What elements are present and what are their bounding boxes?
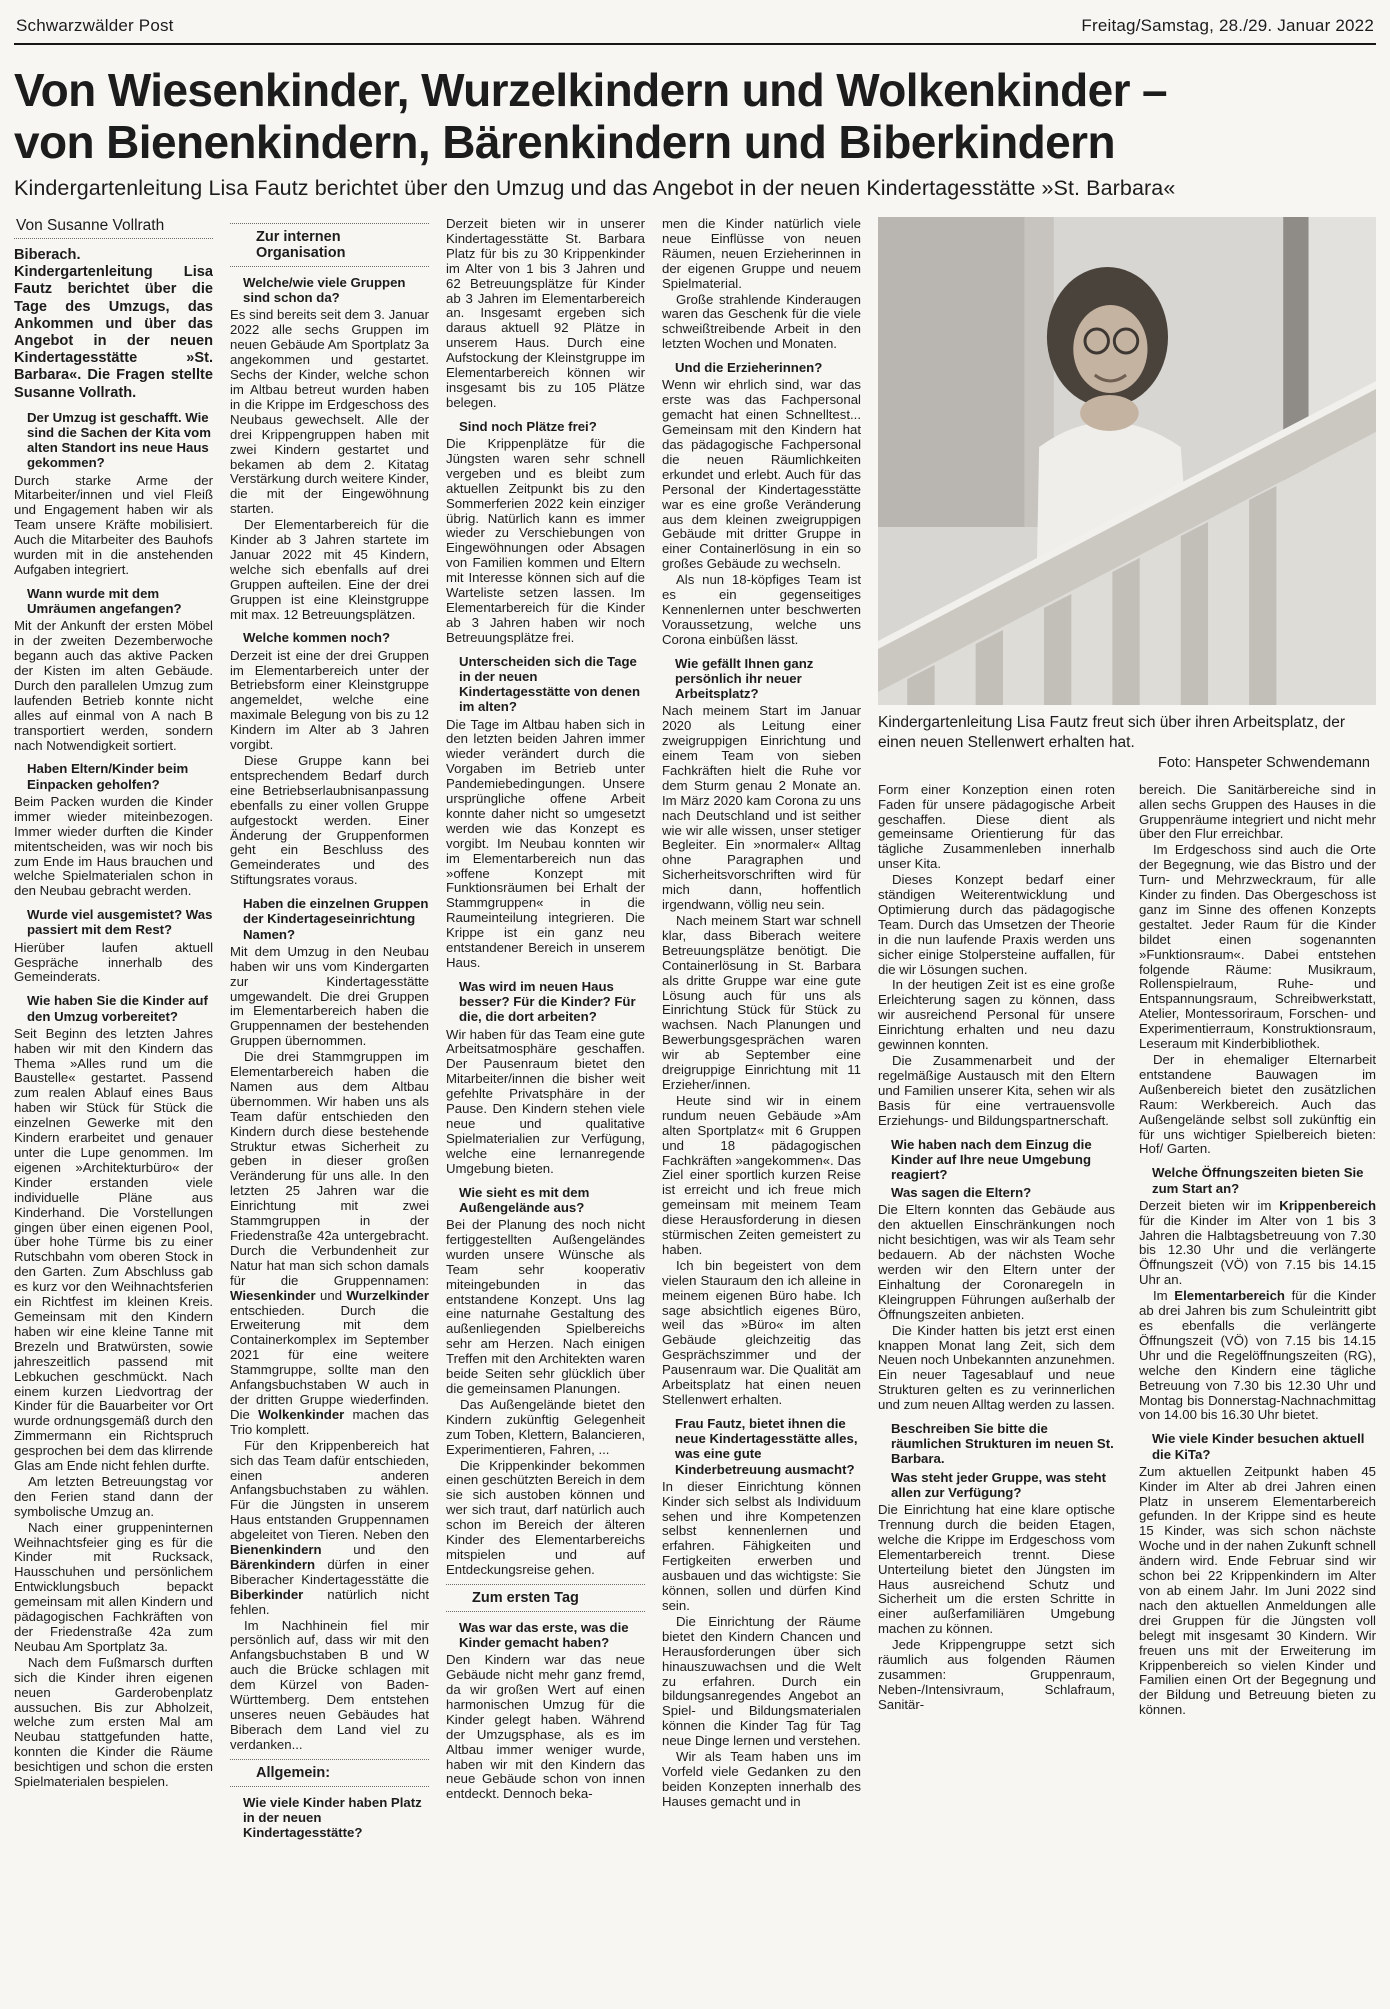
article-paragraph: Die Zusammenarbeit und der regelmäßige Austausch mit den Eltern und Familien unserer Kita, sehen wir als Basis für eine vertrauensvolle Erziehungs- und Bildungspartnerschaft. [878, 1053, 1115, 1128]
interview-question: Wie haben Sie die Kinder auf den Umzug vorbereitet? [27, 993, 208, 1024]
interview-question: Unterscheiden sich die Tage in der neuen Kindertagesstätte von denen im alten? [459, 653, 640, 715]
article-paragraph: Derzeit bieten wir im Krippenbereich für die Kinder im Alter von 1 bis 3 Jahren die Halbtagsbetreuung von 7.30 bis 12.30 Uhr und die verlängerte Öffnungszeit (VÖ) von 7.15 bis 14.15 Uhr an. [1139, 1197, 1376, 1288]
article-paragraph: Der in ehemaliger Elternarbeit entstandene Bauwagen im Außenbereich bietet den zusätzlichen Raum: Werkbereich. Auch das Außengelände selbst soll zukünftig ein für uns wichtiger Spielbereich bieten: Hof/ Garten. [1139, 1052, 1376, 1157]
interview-question: Welche kommen noch? [243, 630, 391, 646]
article-paragraph: Als nun 18-köpfiges Team ist es ein gegenseitiges Kennenlernen unter beschwerten Voraussetzung, welche uns Corona einbüßen lässt. [662, 572, 861, 647]
interview-question: Was sagen die Eltern? [891, 1185, 1032, 1201]
interview-question: Was war das erste, was die Kinder gemacht haben? [459, 1619, 629, 1650]
lower-right-columns [878, 783, 1376, 2009]
article-paragraph: Die drei Stammgruppen im Elementarbereich haben die Namen aus dem Altbau übernommen. Wir haben uns als Team dafür entschieden den Kindern durch diese bestehende Struktur etwas Sicherheit zu geben in dieser großen Veränderung für uns alle. In den letzten 25 Jahren war die Einrichtung mit zwei Stammgruppen in der Friedenstraße 42a untergebracht. Durch die Verbundenheit zur Natur hat man sich schon damals für die Gruppennamen: Wiesenkinder und Wurzelkinder entschieden. Durch die Erweiterung mit dem Containerkomplex im September 2021 für eine weitere Stammgruppe, sollte man den Anfangsbuchstaben W auch in der dritten Gruppe wiederfinden. Die Wolkenkinder machen das Trio komplett. [230, 1049, 429, 1437]
article-paragraph: Die Einrichtung der Räume bietet den Kindern Chancen und Herausforderungen über sich hinauszuwachsen und die Welt zu erfahren. Durch ein bildungsanregendes Angebot an Spiel- und Bildungsmaterialen können die Kinder Tag für Tag neue Dinge lernen und verstehen. [662, 1613, 861, 1749]
interview-question: Frau Fautz, bietet ihnen die neue Kindertagesstätte alles, was eine gute Kinderbetreuung ausmacht? [675, 1415, 858, 1477]
article-paragraph: Nach einer gruppeninternen Weihnachtsfeier ging es für die Kinder mit Rucksack, Hausschuhen und persönlichem Entwicklungsbuch bepackt gemeinsam mit allen Kindern und pädagogischen Fachkräften von der Friedenstraße 42a zum Neubau Am Sportplatz 3a. [14, 1519, 213, 1654]
issue-date: Freitag/Samstag, 28./29. Januar 2022 [1081, 16, 1374, 35]
article-paragraph: Es sind bereits seit dem 3. Januar 2022 alle sechs Gruppen im neuen Gebäude Am Sportplatz 3a angekommen und gestartet. Sechs der Kinder, welche schon im Altbau betreut wurden haben in die Krippe im Erdgeschoss des Neubaus gewechselt. Alle der drei Krippengruppen haben mit zwei Kindern gestartet und bekamen ab dem 2. Kitatag Verstärkung durch weitere Kinder, die mit der Eingewöhnung starten. [230, 307, 429, 517]
interview-question: Beschreiben Sie bitte die räumlichen Strukturen im neuen St. Barbara. [891, 1421, 1114, 1467]
article-paragraph: Die Tage im Altbau haben sich in den letzten beiden Jahren immer wieder verändert durch die Vorgaben im Betrieb unter Pandemiebedingungen. Unsere ursprüngliche offene Arbeit konnte daher nicht so umgesetzt werden wie das Konzept es vorgibt. Im Neubau konnten wir im Elementarbereich nun das »offene Konzept mit Funktionsräumen bei Erhalt der Stammgruppen« in die Raumeinteilung integrieren. Die Krippe ist ein ganz neu entstandener Bereich in unserem Haus. [446, 716, 645, 971]
interview-question: Wie viele Kinder haben Platz in der neuen Kindertagesstätte? [243, 1794, 422, 1841]
article-paragraph: Die Krippenkinder bekommen einen geschützten Bereich in dem sie sich austoben können und wer sich traut, darf natürlich auch schon im Bereich der älteren Kinder des Elementarbereichs mitspielen und auf Entdeckungsreise gehen. [446, 1457, 645, 1577]
article-paragraph: Derzeit bieten wir in unserer Kindertagesstätte St. Barbara Platz für bis zu 30 Krippenkinder im Alter von 1 bis 3 Jahren und 62 Betreuungsplätze für Kinder ab 3 Jahren im Elementarbereich an. Insgesamt ergeben sich daraus aktuell 92 Plätze in unserem Haus. Durch eine Aufstockung der Kleinstgruppe im Elementarbereich können wir insgesamt bis zu 105 Plätze belegen. [446, 217, 645, 410]
article-paragraph: men die Kinder natürlich viele neue Einflüsse von neuen Räumen, neuen Erzieherinnen in der eigenen Gruppe und neuem Spielmaterial. [662, 217, 861, 291]
photo-caption: Kindergartenleitung Lisa Fautz freut sich über ihren Arbeitsplatz, der einen neuen Stellenwert erhalten hat. [878, 714, 1345, 751]
interview-question: Was steht jeder Gruppe, was steht allen zur Verfügung? [891, 1469, 1106, 1500]
article-paragraph: Für den Krippenbereich hat sich das Team dafür entschieden, einen anderen Anfangsbuchstaben zu wählen. Für die Jüngsten in unserem Haus entstanden Gruppennamen abgeleitet von Tieren. Neben den Bienenkindern und den Bärenkindern dürfen in einer Biberacher Kindertagesstätte die Biberkinder natürlich nicht fehlen. [230, 1437, 429, 1617]
article-paragraph: Seit Beginn des letzten Jahres haben wir mit den Kindern das Thema »Alles rund um die Baustelle« gestartet. Passend zum realen Ablauf eines Baus haben wir Stück für Stück die einzelnen Gewerke mit den Kindern erarbeitet und genauer unter die Lupe genommen. Im eigenen »Architekturbüro« der Kinder erstanden viele individuelle Pläne aus Kinderhand. Die Vorstellungen gingen über einen eigenen Pool, über hohe Türme bis zu einer Rutschbahn vom oberen Stock in den Garten. Zum Abschluss gab es kurz vor den Weihnachtsferien ein Richtfest im kleinen Kreis. Gemeinsam mit den Kindern haben wir eine kleine Tanne mit Brezeln und Bratwürsten, sowie jahreszeitlich passend mit Lebkuchen geschmückt. Nach einem kurzen Liedvortrag der Kinder für die Bauarbeiter vor Ort wurde ordnungsgemäß durch den Zimmermann ein Richtspruch gesprochen bei dem das klirrende Glas am Ende nicht fehlen durfte. [14, 1025, 213, 1474]
section-header: Zur internen Organisation [230, 223, 429, 267]
article-paragraph: In dieser Einrichtung können Kinder sich selbst als Individuum sehen und ihre Kompetenzen selbst kennenlernen und erfahren. Fähigkeiten und Fertigkeiten erwerben und ausbauen und das wichtigste: Sie können, sollen und dürfen Kind sein. [662, 1478, 861, 1613]
interview-question: Wie viele Kinder besuchen aktuell die KiTa? [1152, 1431, 1365, 1462]
interview-question: Wie haben nach dem Einzug die Kinder auf Ihre neue Umgebung reagiert? [891, 1136, 1092, 1182]
article-column-3 [446, 217, 645, 2009]
section-header: Allgemein: [230, 1759, 429, 1787]
interview-question: Welche/wie viele Gruppen sind schon da? [243, 275, 406, 306]
article-paragraph: Nach meinem Start im Januar 2020 als Leitung einer zweigruppigen Einrichtung und einem Team von sieben Fachkräften hielt die Ruhe vor dem Sturm genau 2 Monate an. Im März 2020 kam Corona zu uns nach Deutschland und ist seither wie wir alle wissen, unser stetiger Begleiter. Ein »normaler« Alltag ohne Paragraphen und Sicherheitsvorschriften wird für mich dann, hoffentlich irgendwann, völlig neu sein. [662, 703, 861, 913]
article-paragraph: Diese Gruppe kann bei entsprechendem Bedarf durch eine Betriebserlaubnisanpassung ebenfalls zu einer vollen Gruppe aufgestockt werden. Einer Änderung der Gruppenformen geht ein Beschluss des Gemeinderates und des Stiftungsrates voraus. [230, 753, 429, 888]
photo-credit: Foto: Hanspeter Schwendemann [1158, 754, 1370, 771]
article-paragraph: Die Krippenplätze für die Jüngsten waren sehr schnell vergeben und es bleibt zum aktuellen Zeitpunkt bis zu den Sommerferien 2022 kein einziger übrig. Natürlich kann es immer wieder zu Verschiebungen von Eingewöhnungen oder Absagen von Familien kommen und Eltern mit Interesse können sich auf die Warteliste setzen lassen. Im Elementarbereich für die Kinder ab 3 Jahren haben wir noch Betreuungsplätze frei. [446, 436, 645, 645]
article-column-1 [14, 217, 213, 2009]
article-paragraph: Große strahlende Kinderaugen waren das Geschenk für die viele schweißtreibende Arbeit in den letzten Wochen und Monaten. [662, 291, 861, 352]
article-photo [878, 217, 1376, 705]
interview-question: Wie gefällt Ihnen ganz persönlich ihr neuer Arbeitsplatz? [675, 655, 814, 702]
header-rule [14, 43, 1376, 45]
article-paragraph: Hierüber laufen aktuell Gespräche innerhalb des Gemeinderats. [14, 939, 213, 985]
article-paragraph: Wir haben für das Team eine gute Arbeitsatmosphäre geschaffen. Der Pausenraum bietet den Mitarbeiter/innen die bisher weit gefehlte Privatsphäre in der Pause. Den Kindern stehen viele neue und qualitative Spielmaterialien zur Verfügung, welche eine lernanregende Umgebung bieten. [446, 1026, 645, 1176]
interview-question: Welche Öffnungszeiten bieten Sie zum Start an? [1152, 1165, 1364, 1196]
interview-question: Was wird im neuen Haus besser? Für die Kinder? Für die, die dort arbeiten? [459, 978, 636, 1025]
article-paragraph: Das Außengelände bietet den Kindern zukünftig Gelegenheit zum Toben, Klettern, Balancieren, Experimentieren, Fahren, ... [446, 1396, 645, 1457]
article-body [14, 217, 1376, 2009]
article-paragraph: Die Kinder hatten bis jetzt erst einen knappen Monat lang Zeit, sich dem Neuen noch Unbekannten anzunehmen. Ein neuer Tagesablauf und neue Strukturen gelten es zu verinnerlichen und zum neuen Alltag werden zu lassen. [878, 1322, 1115, 1413]
article-paragraph: Nach meinem Start war schnell klar, dass Biberach weitere Betreuungsplätze benötigt. Die Containerlösung in St. Barbara als dritte Gruppe war eine gute Lösung auch für uns als Einrichtung Stück für Stück zu wachsen. Nach Planungen und Bewerbungsgesprächen waren wir ab September eine dreigruppige Einrichtung mit 11 Erzieher/innen. [662, 913, 861, 1092]
interview-question: Der Umzug ist geschafft. Wie sind die Sachen der Kita vom alten Standort ins neue Haus gekommen? [27, 409, 211, 471]
interview-question: Wie sieht es mit dem Außengelände aus? [459, 1184, 590, 1215]
interview-question: Wurde viel ausgemistet? Was passiert mit dem Rest? [27, 907, 213, 938]
article-paragraph: Wir als Team haben uns im Vorfeld viele Gedanken zu den beiden Konzepten innerhalb des Hauses gemacht und in [662, 1749, 861, 1809]
article-column-4 [662, 217, 861, 2009]
photo-and-columns-block [878, 217, 1376, 2009]
article-paragraph: Ich bin begeistert von dem vielen Stauraum den ich alleine in meinem eigenen Büro habe. Ich sage absichtlich eigenes Büro, weil das »Büro« im alten Gebäude gleichzeitig das Gesprächszimmer und der Pausenraum war. Die Qualität am Arbeitsplatz hat einen neuen Stellenwert erhalten. [662, 1257, 861, 1407]
interview-question: Und die Erzieherinnen? [675, 360, 823, 376]
interview-question: Sind noch Plätze frei? [459, 418, 597, 434]
masthead: Schwarzwälder Post [16, 16, 174, 35]
article-paragraph: Durch starke Arme der Mitarbeiter/innen und viel Fleiß und Engagement haben wir als Team unsere Kräfte mobilisiert. Auch die Mitarbeiter des Bauhofs wurden mit in die anstehenden Aufgaben integriert. [14, 472, 213, 578]
headline-line-2: von Bienenkindern, Bärenkindern und Biberkindern [14, 115, 1115, 168]
article-column-2 [230, 217, 429, 2009]
article-paragraph: Den Kindern war das neue Gebäude nicht mehr ganz fremd, da wir großen Wert auf einen harmonischen Umzug für die Kinder gelegt haben. Während der Umzugsphase, als es im Altbau immer weniger wurde, haben wir mit den Kindern das neue Gebäude schon von innen entdeckt. Dennoch beka- [446, 1652, 645, 1802]
article-paragraph: Der Elementarbereich für die Kinder ab 3 Jahren startete im Januar 2022 mit 45 Kindern, welche sich ebenfalls auf drei Gruppen aufteilen. Eine der drei Gruppen ist eine Kleinstgruppe mit max. 12 Betreuungsplätzen. [230, 517, 429, 622]
article-paragraph: Zum aktuellen Zeitpunkt haben 45 Kinder im Alter ab drei Jahren einen Platz in unserem Elementarbereich gefunden. In der Krippe sind es heute 15 Kinder, was sich schon nächste Woche und in der nahen Zukunft schnell ändern wird. Ende Februar sind wir schon bei 22 Krippenkindern im Alter von ab einem Jahr. Im Juni 2022 sind nach den aktuellen Anmeldungen alle drei Gruppen für die Jüngsten voll belegt mit insgesamt 30 Kindern. Wir freuen uns mit der Erweiterung im Krippenbereich so vielen Kinder und Familien einen Ort der Begegnung und der Bildung und Betreuung bieten zu können. [1139, 1463, 1376, 1718]
article-photo-graphic [878, 217, 1376, 705]
article-column-6 [1139, 783, 1376, 2009]
article-paragraph: Nach dem Fußmarsch durften sich die Kinder ihren eigenen neuen Garderobenplatz aussuchen. Bis zur Abholzeit, welche zum ersten Mal am Neubau stattgefunden hatte, konnten die Kinder die Räume besichtigen und schon die ersten Spielmaterialen bespielen. [14, 1654, 213, 1790]
article-paragraph: Heute sind wir in einem rundum neuen Gebäude »Am alten Sportplatz« mit 6 Gruppen und 18 pädagogischen Fachkräften »angekommen«. Das Ziel einer sportlich kurzen Reise ist erreicht und ich freue mich gemeinsam mit meinem Team diese Herausforderung in diesen stürmischen Zeiten gemeistert zu haben. [662, 1092, 861, 1257]
article-paragraph: Jede Krippengruppe setzt sich räumlich aus folgenden Räumen zusammen: Gruppenraum, Neben-/Intensivraum, Schlafraum, Sanitär- [878, 1637, 1115, 1712]
article-paragraph: Form einer Konzeption einen roten Faden für unsere pädagogische Arbeit geschaffen. Diese dient als gemeinsame Orientierung für das tägliche Zusammenleben innerhalb unser Kita. [878, 782, 1115, 872]
article-paragraph: Im Nachhinein fiel mir persönlich auf, dass wir mit den Anfangsbuchstaben B und W auch die Brücke schlagen mit dem Kürzel von Baden-Württemberg. Dem entstehen unseres neuen Gebäudes hat Biberach dem Land viel zu verdanken... [230, 1617, 429, 1752]
interview-question: Haben die einzelnen Gruppen der Kindertageseinrichtung Namen? [243, 896, 429, 942]
byline: Von Susanne Vollrath [14, 219, 213, 239]
headline-line-1: Von Wiesenkinder, Wurzelkindern und Wolkenkinder – [14, 64, 1168, 116]
article-paragraph: bereich. Die Sanitärbereiche sind in allen sechs Gruppen des Hauses in die Gruppenräume integriert und nicht mehr über den Flur erreichbar. [1139, 782, 1376, 842]
article-paragraph: Bei der Planung des noch nicht fertiggestellten Außengeländes wurden unsere Wünsche als Team sehr kooperativ miteingebunden in das entstandene Konzept. Uns lag eine naturnahe Gestaltung des außenliegenden Spielbereichs sehr am Herzen. Nach einigen Treffen mit den Architekten waren beide Seiten sehr glücklich über die gemeinsamen Planungen. [446, 1217, 645, 1396]
article-paragraph: Die Einrichtung hat eine klare optische Trennung durch die beiden Etagen, welche die Krippe im Erdgeschoss vom Elementarbereich trennt. Diese Unterteilung bietet den Jüngsten im Haus ausreichend Schutz und Sicherheit um die ersten Schritte in einer außerfamiliären Umgebung machen zu können. [878, 1502, 1115, 1637]
article-paragraph: Die Eltern konnten das Gebäude aus den aktuellen Einschränkungen noch nicht besichtigen, was wir als Team sehr bedauern. Ab der nächsten Woche werden wir den Eltern unter der Einhaltung der Coronaregeln in Kleingruppen Führungen außerhalb der Öffnungszeiten anbieten. [878, 1202, 1115, 1322]
page-header [14, 0, 1376, 43]
article-headline [14, 65, 1376, 168]
section-header: Zum ersten Tag [446, 1584, 645, 1612]
article-paragraph: Im Elementarbereich für die Kinder ab drei Jahren bis zum Schuleintritt gibt es ebenfalls die verlängerte Öffnungszeit (VÖ) von 7.15 bis 14.15 Uhr und die Regelöffnungszeiten (RG), welche den Kindern eine tägliche Betreuung von 7.30 bis 12.30 Uhr und Montag bis Donnerstag-Nachnachmittag von 14.00 bis 16.30 Uhr bietet. [1139, 1288, 1376, 1423]
article-paragraph: Im Erdgeschoss sind auch die Orte der Begegnung, wie das Bistro und der Turn- und Mehrzweckraum, für alle Kinder zu finden. Das Obergeschoss ist ganz im Sinne des offenen Konzepts gestaltet. Jeder Raum für die Kinder bildet einen sogenannten »Funktionsraum«. Dabei entstehen folgende Räume: Musikraum, Rollenspielraum, Ruhe- und Entspannungsraum, Schreibwerkstatt, Atelier, Montessoriraum, Forschen- und Experimentierraum, Konstruktionsraum, Leseraum mit Kinderbibliothek. [1139, 842, 1376, 1052]
article-paragraph: Mit der Ankunft der ersten Möbel in der zweiten Dezemberwoche begann auch das aktive Packen der Kisten im alten Gebäude. Durch den parallelen Umzug zum laufenden Betrieb konnte nicht alles auf einmal von A nach B transportiert werden, sondern nach Notwendigkeit sortiert. [14, 618, 213, 753]
article-subhead: Kindergartenleitung Lisa Fautz berichtet über den Umzug und das Angebot in der neuen Kindertagesstätte »St. Barbara« [14, 176, 1176, 201]
article-paragraph: Am letzten Betreuungstag vor den Ferien stand dann der symbolische Umzug an. [14, 1473, 213, 1519]
article-paragraph: Beim Packen wurden die Kinder immer wieder miteinbezogen. Immer wieder durften die Kinder mitentscheiden, was wir noch bis zum Ende im Haus brauchen und welche Spielmaterialen schon in den Neubau gebracht werden. [14, 793, 213, 899]
article-paragraph: Mit dem Umzug in den Neubau haben wir uns vom Kindergarten zur Kindertagesstätte umgewandelt. Die drei Gruppen im Elementarbereich haben die Gruppennamen der bestehenden Gruppen übernommen. [230, 943, 429, 1049]
article-column-5 [878, 783, 1115, 2009]
article-paragraph: In der heutigen Zeit ist es eine große Erleichterung sagen zu können, dass wir ausreichend Personal für unsere Einrichtung erhalten und neu dazu gewinnen konnten. [878, 977, 1115, 1053]
interview-question: Wann wurde mit dem Umräumen angefangen? [27, 585, 182, 617]
article-paragraph: Dieses Konzept bedarf einer ständigen Weiterentwicklung und Optimierung durch das pädagogische Team. Durch das Umsetzen der Theorie in die nun laufende Praxis werden uns sicher einige Stolpersteine auffallen, für die wir Lösungen suchen. [878, 872, 1115, 977]
article-paragraph: Wenn wir ehrlich sind, war das erste was das Fachpersonal gemacht hat einen Schnelltest... Gemeinsam mit den Kindern hat das pädagogische Fachpersonal die neuen Räumlichkeiten erkundet und erlebt. Auch für das Personal der Kindertagesstätte war es eine große Veränderung aus dem kleinen zweigruppigen Gebäude mit dritter Gruppe in einer Containerlösung in ein so großes Gebäude zu wechseln. [662, 377, 861, 572]
article-paragraph: Derzeit ist eine der drei Gruppen im Elementarbereich unter der Betriebsform einer Kleinstgruppe angemeldet, welche eine maximale Belegung von bis zu 12 Kindern im Alter ab 3 Jahren vorgibt. [230, 647, 429, 753]
interview-question: Haben Eltern/Kinder beim Einpacken geholfen? [27, 761, 189, 792]
article-lede: Biberach. Kindergartenleitung Lisa Fautz berichtet über die Tage des Umzugs, das Ankommen und über das Angebot in der neuen Kindertagesstätte »St. Barbara«. Die Fragen stellte Susanne Vollrath. [14, 246, 213, 401]
